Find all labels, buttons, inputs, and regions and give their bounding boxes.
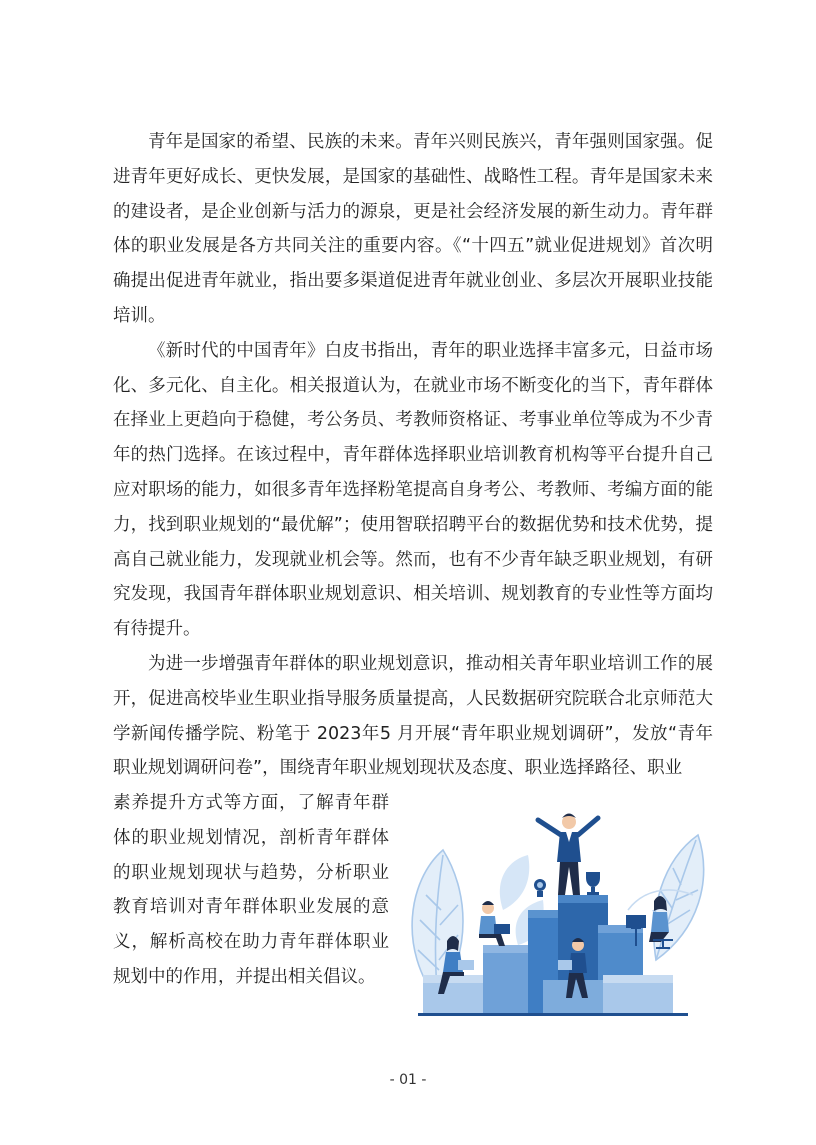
paragraph-3-continued: 素养提升方式等方面，了解青年群体的职业规划情况，剖析青年群体的职业规划现状与趋势，分析职业教育培训对青年群体职业发展的意义，解析高校在助力青年群体职业规划中的作用，并提出相关倡议。	[113, 793, 389, 987]
trophy-icon	[586, 872, 600, 895]
page-number: - 01 -	[389, 1072, 427, 1088]
paragraph-1: 青年是国家的希望、民族的未来。青年兴则民族兴，青年强则国家强。促进青年更好成长、更快发展，是国家的基础性、战略性工程。青年是国家未来的建设者，是企业创新与活力的源泉，更是社会经济发展的新生动力。青年群体的职业发展是各方共同关注的重要内容。《“十四五”就业促进规划》首次明确提出促进青年就业，指出要多渠道促进青年就业创业、多层次开展职业技能培训。	[113, 132, 713, 326]
medal-icon	[534, 879, 546, 897]
body-text	[113, 125, 713, 786]
wrapped-text-block	[113, 786, 389, 995]
paragraph-3: 为进一步增强青年群体的职业规划意识，推动相关青年职业培训工作的展开，促进高校毕业生职业指导服务质量提高，人民数据研究院联合北京师范大学新闻传播学院、粉笔于 2023年5 月开展“青年职业规划调研”，发放“青年职业规划调研问卷”，围绕青年职业规划现状及态度、职业选择路径、职业	[113, 653, 713, 779]
career-success-illustration	[398, 800, 716, 1020]
paragraph-2: 《新时代的中国青年》白皮书指出，青年的职业选择丰富多元，日益市场化、多元化、自主化。相关报道认为，在就业市场不断变化的当下，青年群体在择业上更趋向于稳健，考公务员、考教师资格证、考事业单位等成为不少青年的热门选择。在该过程中，青年群体选择职业培训教育机构等平台提升自己应对职场的能力，如很多青年选择粉笔提高自身考公、考教师、考编方面的能力，找到职业规划的“最优解”；使用智联招聘平台的数据优势和技术优势，提高自己就业能力，发现就业机会等。然而，也有不少青年缺乏职业规划，有研究发现，我国青年群体职业规划意识、相关培训、规划教育的专业性等方面均有待提升。	[113, 340, 713, 640]
